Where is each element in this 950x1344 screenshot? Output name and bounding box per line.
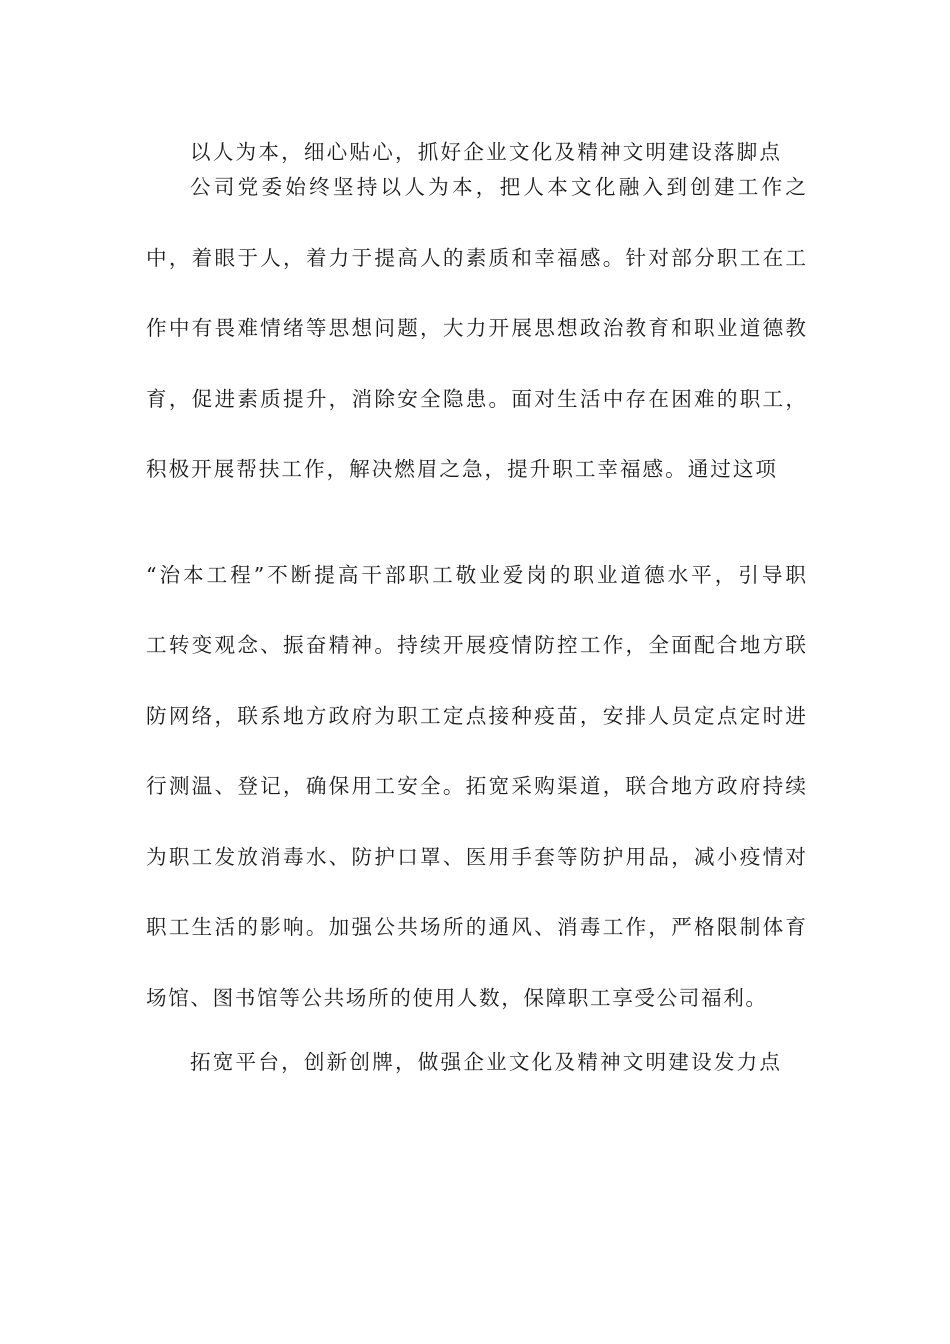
paragraph-line: 公司党委始终坚持以人为本，把人本文化融入到创建工作之 bbox=[190, 175, 806, 199]
paragraph-line: 行测温、登记，确保用工安全。拓宽采购渠道，联合地方政府持续 bbox=[146, 774, 806, 798]
paragraph-line: 为职工发放消毒水、防护口罩、医用手套等防护用品，减小疫情对 bbox=[146, 845, 806, 869]
section-heading-2: 拓宽平台，创新创牌，做强企业文化及精神文明建设发力点 bbox=[190, 1050, 780, 1074]
paragraph-line: 工转变观念、振奋精神。持续开展疫情防控工作，全面配合地方联 bbox=[146, 633, 806, 657]
paragraph-line: 职工生活的影响。加强公共场所的通风、消毒工作，严格限制体育 bbox=[146, 915, 806, 939]
paragraph-line: 积极开展帮扶工作，解决燃眉之急，提升职工幸福感。通过这项 bbox=[146, 457, 776, 481]
paragraph-line: 场馆、图书馆等公共场所的使用人数，保障职工享受公司福利。 bbox=[146, 986, 766, 1010]
section-heading-1: 以人为本，细心贴心，抓好企业文化及精神文明建设落脚点 bbox=[190, 140, 780, 164]
paragraph-line: 育，促进素质提升，消除安全隐患。面对生活中存在困难的职工， bbox=[146, 387, 806, 411]
paragraph-line: “治本工程”不断提高干部职工敬业爱岗的职业道德水平，引导职 bbox=[146, 563, 806, 587]
paragraph-line: 中，着眼于人，着力于提高人的素质和幸福感。针对部分职工在工 bbox=[146, 246, 806, 270]
paragraph-line: 作中有畏难情绪等思想问题，大力开展思想政治教育和职业道德教 bbox=[146, 316, 806, 340]
paragraph-line: 防网络，联系地方政府为职工定点接种疫苗，安排人员定点定时进 bbox=[146, 704, 806, 728]
